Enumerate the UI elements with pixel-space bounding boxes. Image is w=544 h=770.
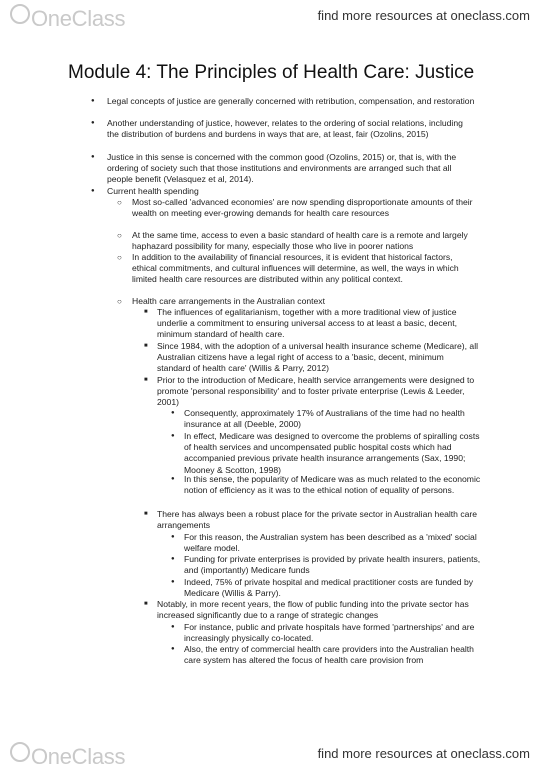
bullet-icon: ● (91, 154, 95, 160)
bullet-icon: ■ (144, 309, 148, 315)
bullet-icon: ○ (117, 231, 122, 240)
list-item: Another understanding of justice, however, relates to the ordering of social relations, including the distribution of burdens and burdens in ways that are, at least, fair (Ozolins, 2015) (107, 118, 463, 140)
bullet-icon: ■ (144, 343, 148, 349)
list-item: For instance, public and private hospitals have formed 'partnerships' and are increasingly physically co-located. (184, 622, 475, 644)
list-item: Current health spending (107, 186, 199, 196)
bullet-icon: ■ (144, 377, 148, 383)
bullet-icon: ○ (117, 253, 122, 262)
bullet-icon: ● (171, 410, 175, 416)
bullet-icon: ○ (117, 198, 122, 207)
list-item: For this reason, the Australian system has been described as a 'mixed' social welfare model. (184, 532, 477, 554)
resources-link-footer[interactable]: find more resources at oneclass.com (317, 746, 530, 761)
list-item: Funding for private enterprises is provided by private health insurers, patients, and (importantly) Medicare funds (184, 554, 481, 576)
list-item: Indeed, 75% of private hospital and medical practitioner costs are funded by Medicare (Willis & Parry). (184, 577, 474, 599)
list-item: Legal concepts of justice are generally concerned with retribution, compensation, and restoration (107, 96, 475, 106)
footer-bar (0, 736, 544, 770)
bullet-icon: ■ (144, 601, 148, 607)
list-item: Also, the entry of commercial health care providers into the Australian health care system has altered the focus of health care provision from (184, 644, 474, 666)
bullet-icon: ● (171, 534, 175, 540)
list-item: In this sense, the popularity of Medicare was as much related to the economic notion of efficiency as it was to the ethical notion of equality of persons. (184, 474, 481, 496)
list-item: Justice in this sense is concerned with the common good (Ozolins, 2015) or, that is, with the ordering of society such that those institutions and environments are arranged such that all people benefit (Velasquez et al, 2014). (107, 152, 457, 185)
bullet-icon: ● (171, 556, 175, 562)
list-item: Consequently, approximately 17% of Australians of the time had no health insurance at all (Deeble, 2000) (184, 408, 465, 430)
list-item: Notably, in more recent years, the flow of public funding into the private sector has increased significantly due to a range of strategic changes (157, 599, 469, 621)
list-item: In addition to the availability of financial resources, it is evident that historical factors, ethical commitments, and cultural influences will determine, as well, the ways in which limited health care resources are distributed within any political context. (132, 252, 459, 285)
bullet-icon: ● (171, 433, 175, 439)
header-bar (0, 0, 544, 34)
bullet-icon: ● (171, 579, 175, 585)
bullet-icon: ● (91, 120, 95, 126)
logo-text: OneClass (31, 744, 126, 769)
logo-circle-icon (10, 742, 30, 762)
logo-circle-icon (10, 4, 30, 24)
resources-link[interactable]: find more resources at oneclass.com (317, 8, 530, 23)
bullet-icon: ● (171, 476, 175, 482)
bullet-icon: ● (91, 98, 95, 104)
list-item: At the same time, access to even a basic standard of health care is a remote and largely haphazard possibility for many, especially those who live in poorer nations (132, 230, 468, 252)
oneclass-logo-footer[interactable] (10, 742, 125, 770)
bullet-icon: ■ (144, 511, 148, 517)
bullet-icon: ● (171, 646, 175, 652)
bullet-icon: ○ (117, 297, 122, 306)
list-item: There has always been a robust place for the private sector in Australian health care arrangements (157, 509, 478, 531)
bullet-icon: ● (171, 624, 175, 630)
list-item: Prior to the introduction of Medicare, health service arrangements were designed to promote 'personal responsibility' and to foster private enterprise (Lewis & Leeder, 2001) (157, 375, 475, 408)
logo-text: OneClass (31, 6, 126, 31)
oneclass-logo[interactable] (10, 4, 125, 32)
page-title: Module 4: The Principles of Health Care: Justice (68, 62, 475, 83)
list-item: Most so-called 'advanced economies' are now spending disproportionate amounts of their wealth on meeting ever-growing demands for health care resources (132, 197, 473, 219)
list-item: Health care arrangements in the Australian context (132, 296, 325, 306)
list-item: The influences of egalitarianism, together with a more traditional view of justice underlie a commitment to ensuring universal access to at least a basic, decent, minimum standard of health care. (157, 307, 457, 340)
list-item: In effect, Medicare was designed to overcome the problems of spiralling costs of health services and uncompensated public hospital costs which had accompanied previous private health insurance arrangements (Sax, 1990; Mooney & Scotton, 1998) (184, 431, 480, 475)
list-item: Since 1984, with the adoption of a universal health insurance scheme (Medicare), all Australian citizens have a legal right of access to a 'basic, decent, minimum standard of health care' (Willis & Parry, 2012) (157, 341, 479, 374)
bullet-icon: ● (91, 188, 95, 194)
